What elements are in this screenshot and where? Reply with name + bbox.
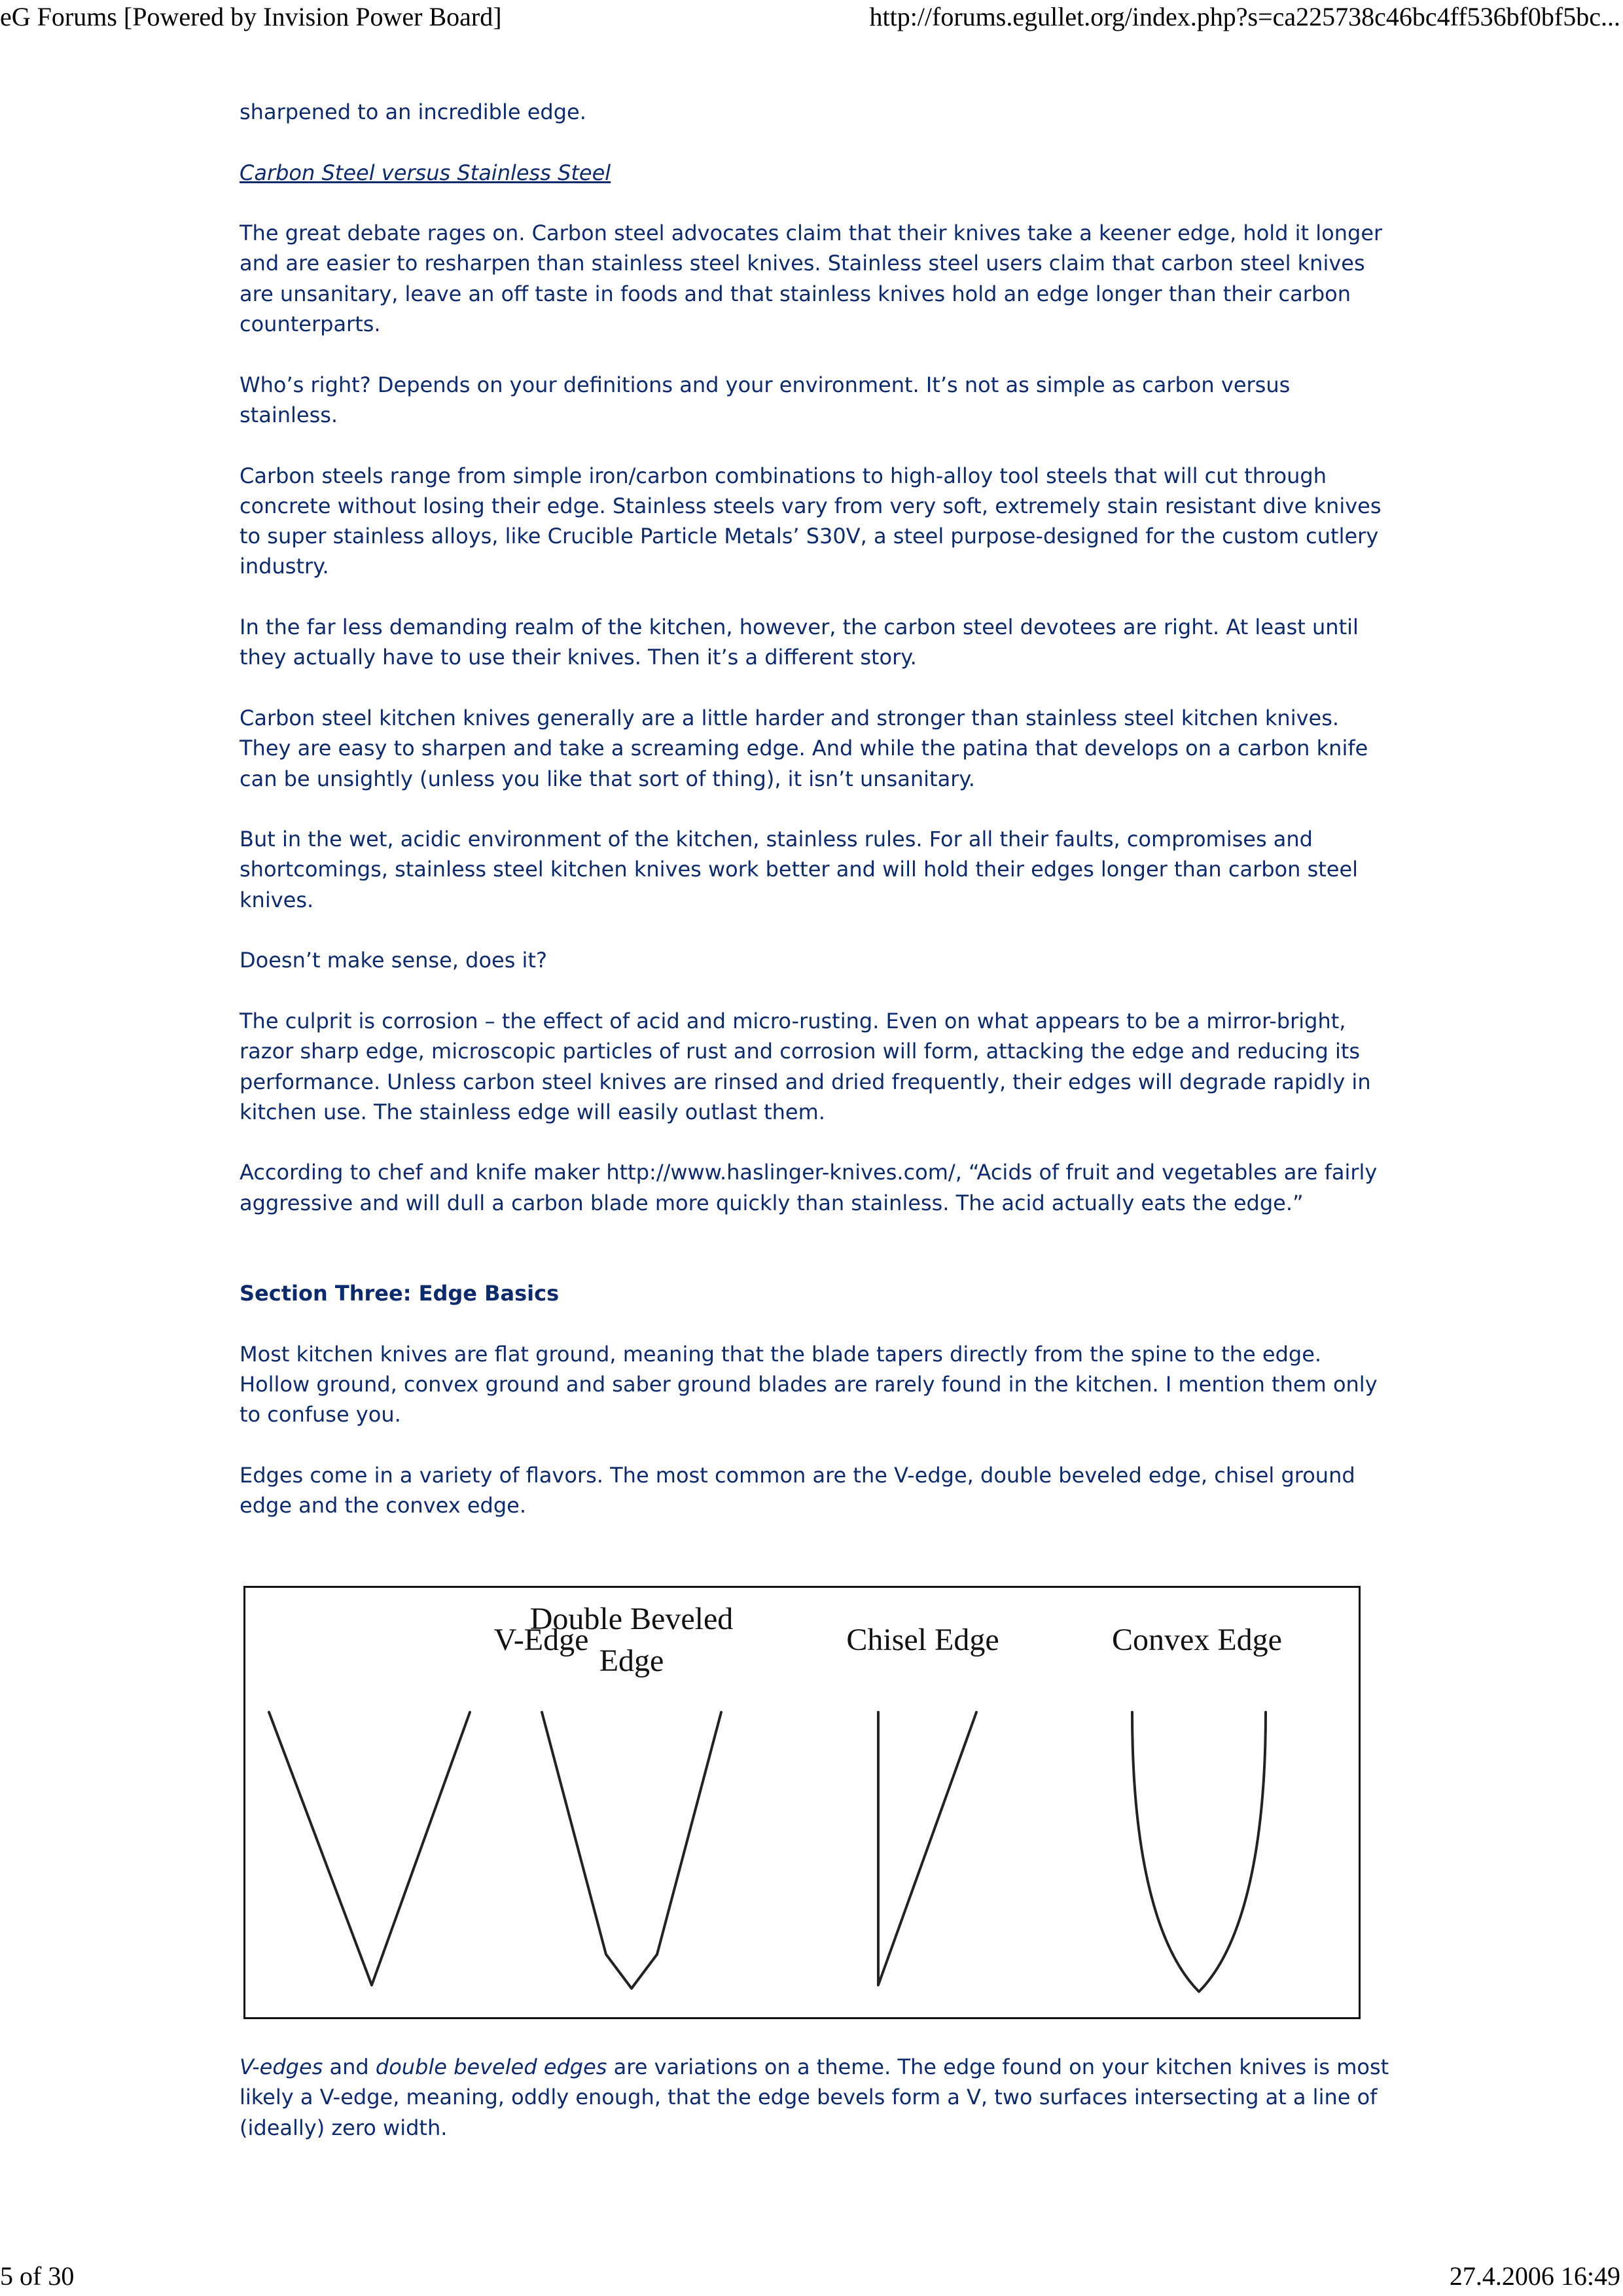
- convex-edge-shape: [1132, 1712, 1266, 1992]
- paragraph: Doesn’t make sense, does it?: [240, 948, 547, 973]
- label-convex-edge: Convex Edge: [1112, 1623, 1282, 1657]
- paragraph: Carbon steel kitchen knives generally are a little harder and stronger than stainless steel kitchen knives. They are easy to sharpen and take a screaming edge. And while the patina that develops on a carbon knife can be unsightly (unless you like that sort of thing), it isn’t unsanitary.: [240, 705, 1368, 791]
- paragraph-edge-variations: [240, 2052, 1391, 2143]
- chisel-edge-shape: [878, 1712, 976, 1985]
- page-count: 5 of 30: [0, 2261, 75, 2291]
- v-edge-shape: [269, 1712, 470, 1985]
- label-v-edge: V-Edge: [493, 1623, 589, 1657]
- browser-url: http://forums.egullet.org/index.php?s=ca225738c46bc4ff536bf0bf5bc...: [869, 2, 1620, 31]
- paragraph: Carbon steels range from simple iron/carbon combinations to high-alloy tool steels that will cut through concrete without losing their edge. Stainless steels vary from very soft, extremely stain resistant dive knives to super stainless alloys, like Crucible Particle Metals’ S30V, a steel purpose-designed for the custom cutlery industry.: [240, 463, 1382, 579]
- subheading-carbon-vs-stainless: Carbon Steel versus Stainless Steel: [240, 160, 611, 185]
- label-double-beveled-line2: Edge: [599, 1643, 664, 1678]
- edge-diagrams: [245, 1588, 1359, 2017]
- paragraph: Edges come in a variety of flavors. The most common are the V-edge, double beveled edge, chisel ground edge and the convex edge.: [240, 1462, 1355, 1518]
- edge-types-figure: [243, 1586, 1361, 2019]
- paragraph: In the far less demanding realm of the kitchen, however, the carbon steel devotees are right. At least until they actually have to use their knives. Then it’s a different story.: [240, 615, 1359, 670]
- article-body: [240, 97, 1391, 1551]
- section-heading-edge-basics: Section Three: Edge Basics: [240, 1280, 560, 1306]
- paragraph: The great debate rages on. Carbon steel advocates claim that their knives take a keener edge, hold it longer and are easier to resharpen than stainless steel knives. Stainless steel users claim that carbon steel knives are unsanitary, leave an off taste in foods and that stainless knives hold an edge longer than their carbon counterparts.: [240, 221, 1383, 337]
- paragraph-intro: sharpened to an incredible edge.: [240, 99, 586, 124]
- paragraph: But in the wet, acidic environment of the kitchen, stainless rules. For all their faults, compromises and shortcomings, stainless steel kitchen knives work better and will hold their edges longer than carbon steel knives.: [240, 827, 1359, 912]
- paragraph-rest: are variations on a theme. The edge found on your kitchen knives is most likely a V-edge, meaning, oddly enough, that the edge bevels form a V, two surfaces intersecting at a line of (ideally) zero width.: [240, 2054, 1389, 2140]
- paragraph: Who’s right? Depends on your definitions and your environment. It’s not as simple as carbon versus stainless.: [240, 372, 1291, 427]
- paragraph: According to chef and knife maker http://www.haslinger-knives.com/, “Acids of fruit and vegetables are fairly aggressive and will dull a carbon blade more quickly than stainless. The acid actually eats the edge.”: [240, 1160, 1378, 1215]
- browser-title: eG Forums [Powered by Invision Power Board]: [0, 2, 502, 31]
- paragraph: The culprit is corrosion – the effect of acid and micro-rusting. Even on what appears to be a mirror-bright, razor sharp edge, microscopic particles of rust and corrosion will form, attacking the edge and reducing its performance. Unless carbon steel knives are rinsed and dried frequently, their edges will degrade rapidly in kitchen use. The stainless edge will easily outlast them.: [240, 1008, 1371, 1124]
- article-body-continued: [240, 2052, 1391, 2173]
- connector-text: and: [323, 2054, 376, 2079]
- term-v-edges: V-edges: [240, 2054, 323, 2079]
- print-timestamp: 27.4.2006 16:49: [1449, 2261, 1620, 2291]
- label-double-beveled-line1: Double Beveled: [529, 1602, 734, 1636]
- double-beveled-edge-shape: [542, 1712, 721, 1988]
- paragraph: Most kitchen knives are flat ground, meaning that the blade tapers directly from the spine to the edge. Hollow ground, convex ground and saber ground blades are rarely found in the kitchen. I mention them only to confuse you.: [240, 1341, 1378, 1427]
- term-double-beveled-edges: double beveled edges: [375, 2054, 607, 2079]
- label-chisel-edge: Chisel Edge: [846, 1623, 999, 1657]
